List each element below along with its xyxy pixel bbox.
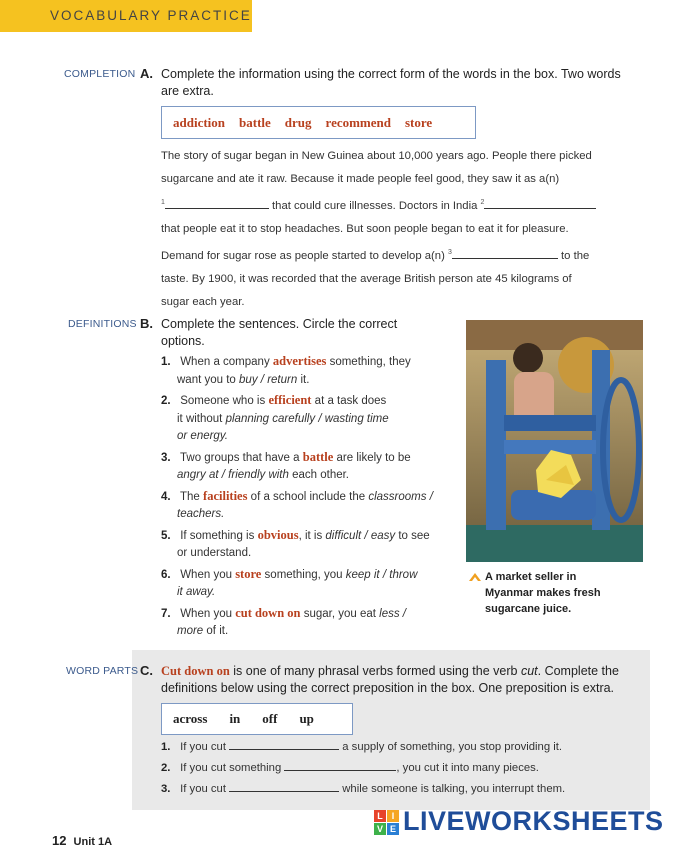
item-text: at a task does bbox=[314, 395, 387, 407]
item-text: want you to bbox=[177, 373, 236, 386]
item-text: When you bbox=[180, 607, 232, 620]
passage-line: sugarcane and ate it raw. Because it made people feel good, they saw it as a(n) bbox=[161, 173, 560, 185]
word-box-item: recommend bbox=[325, 114, 391, 130]
item-text: of a school include the bbox=[250, 490, 366, 503]
option[interactable]: it away. bbox=[177, 586, 216, 598]
item-text: it without bbox=[177, 412, 223, 425]
option[interactable]: or energy. bbox=[177, 430, 228, 442]
list-item bbox=[161, 737, 647, 758]
word-box-a bbox=[161, 106, 476, 139]
instruction-b: Complete the sentences. Circle the correct options. bbox=[161, 317, 398, 348]
task-letter-a: A. bbox=[140, 66, 153, 81]
section-label-completion: COMPLETION bbox=[64, 68, 136, 80]
caption-line: A market seller in bbox=[485, 571, 577, 583]
item-number: 4. bbox=[161, 490, 171, 503]
item-text: sugar, you eat bbox=[303, 607, 376, 620]
option[interactable]: throw bbox=[389, 568, 418, 581]
word-box-item: up bbox=[299, 711, 314, 726]
blank-number: 3 bbox=[447, 248, 452, 256]
item-text: while someone is talking, you interrupt them. bbox=[342, 783, 566, 795]
passage-line: that people eat it to stop headaches. But soon people began to eat it for pleasure. bbox=[161, 222, 569, 235]
key-word: battle bbox=[302, 449, 334, 464]
passage-line: taste. By 1900, it was recorded that the average British person ate 45 kilograms of bbox=[161, 272, 572, 285]
passage-line: The story of sugar began in New Guinea about 10,000 years ago. People there picked bbox=[161, 150, 592, 162]
item-text: each other. bbox=[292, 469, 349, 481]
item-text: If you cut bbox=[180, 741, 226, 753]
item-text: or understand. bbox=[177, 547, 252, 559]
logo-tile: I bbox=[387, 810, 399, 822]
header-banner bbox=[0, 0, 252, 32]
answer-blank-c2[interactable] bbox=[284, 759, 396, 771]
item-number: 3. bbox=[161, 783, 171, 795]
key-word: store bbox=[235, 566, 262, 581]
section-label-definitions: DEFINITIONS bbox=[68, 318, 137, 330]
word-box-item: addiction bbox=[173, 114, 226, 130]
option[interactable]: planning carefully bbox=[225, 412, 316, 425]
list-item bbox=[161, 488, 462, 524]
instruction-text: . Complete the bbox=[537, 664, 619, 678]
word-box-item: store bbox=[405, 114, 433, 130]
list-item bbox=[161, 353, 462, 389]
option[interactable]: wasting time bbox=[324, 412, 389, 425]
answer-blank-c3[interactable] bbox=[229, 780, 339, 792]
instruction-text: is one of many phrasal verbs formed using the verb bbox=[233, 664, 518, 678]
item-number: 7. bbox=[161, 607, 171, 620]
option-separator: / bbox=[429, 490, 433, 503]
liveworksheets-brand: LIVEWORKSHEETS bbox=[403, 806, 664, 836]
option-separator: / bbox=[318, 412, 322, 425]
word-box-item: in bbox=[229, 711, 241, 726]
page-number: 12 bbox=[52, 833, 67, 848]
key-word: advertises bbox=[272, 354, 327, 368]
option[interactable]: friendly with bbox=[228, 469, 289, 481]
item-text: something, they bbox=[329, 356, 411, 368]
item-number: 1. bbox=[161, 741, 171, 753]
task-letter-c: C. bbox=[140, 663, 153, 678]
item-text: , it is bbox=[298, 529, 323, 542]
item-number: 2. bbox=[161, 395, 171, 407]
key-word: efficient bbox=[268, 393, 312, 407]
sugarcane-photo bbox=[466, 320, 643, 562]
key-word: Cut down on bbox=[161, 664, 230, 678]
caption-line: sugarcane juice. bbox=[485, 603, 572, 615]
item-number: 1. bbox=[161, 356, 171, 368]
list-item bbox=[161, 779, 647, 800]
option-separator: / bbox=[221, 469, 225, 481]
passage-a bbox=[161, 145, 639, 314]
item-text: a supply of something, you stop providing it. bbox=[342, 741, 563, 753]
definitions-list bbox=[161, 353, 462, 641]
instruction-c bbox=[161, 663, 646, 697]
passage-line bbox=[161, 241, 639, 268]
option[interactable]: angry at bbox=[177, 469, 219, 481]
item-number: 6. bbox=[161, 568, 171, 581]
task-letter-b: B. bbox=[140, 316, 153, 331]
unit-label: Unit 1A bbox=[73, 836, 113, 848]
option[interactable]: teachers. bbox=[177, 508, 225, 520]
page-footer bbox=[52, 833, 112, 848]
instruction-text: cut bbox=[520, 664, 538, 678]
item-text: something, you bbox=[264, 568, 343, 581]
answer-blank-2[interactable] bbox=[484, 197, 596, 209]
item-text: of it. bbox=[206, 625, 229, 637]
item-text: Two groups that have a bbox=[180, 451, 300, 464]
item-number: 5. bbox=[161, 529, 171, 542]
key-word: cut down on bbox=[235, 605, 301, 620]
item-text: When a company bbox=[180, 356, 270, 368]
list-item bbox=[161, 527, 462, 563]
item-text: If you cut something bbox=[180, 762, 282, 774]
passage-text: Demand for sugar rose as people started to develop a(n) bbox=[161, 249, 445, 262]
option[interactable]: more bbox=[177, 625, 204, 637]
option-separator: / bbox=[402, 607, 406, 620]
key-word: obvious bbox=[257, 527, 299, 542]
photo-caption bbox=[485, 569, 601, 617]
word-box-item: battle bbox=[239, 114, 271, 130]
item-number: 2. bbox=[161, 762, 171, 774]
word-box-item: off bbox=[262, 711, 278, 726]
logo-tile: E bbox=[387, 823, 399, 835]
list-item bbox=[161, 758, 647, 779]
answer-blank-3[interactable] bbox=[452, 247, 558, 259]
option[interactable]: classrooms bbox=[368, 490, 427, 503]
passage-line: sugar each year. bbox=[161, 295, 245, 308]
item-text: to see bbox=[398, 529, 430, 542]
item-text: When you bbox=[180, 568, 232, 581]
word-box-item: across bbox=[173, 711, 208, 726]
blank-number: 1 bbox=[161, 199, 165, 206]
logo-tile: V bbox=[374, 823, 386, 835]
key-word: facilities bbox=[203, 488, 248, 503]
banner-title: VOCABULARY PRACTICE bbox=[50, 8, 252, 23]
option[interactable]: less bbox=[379, 607, 400, 620]
option[interactable]: difficult bbox=[325, 529, 362, 542]
section-label-word-parts: WORD PARTS bbox=[66, 665, 139, 677]
passage-text: that could cure illnesses. Doctors in India bbox=[272, 199, 478, 212]
item-text: , you cut it into many pieces. bbox=[396, 762, 539, 774]
word-box-c bbox=[161, 703, 353, 735]
list-item bbox=[161, 605, 462, 641]
list-item bbox=[161, 449, 462, 485]
item-text: it. bbox=[300, 373, 310, 386]
passage-text: to the bbox=[561, 249, 590, 262]
option[interactable]: buy bbox=[239, 373, 258, 386]
instruction-text: definitions below using the correct preposition in the box. One preposition is extra. bbox=[161, 681, 615, 695]
item-text: are likely to be bbox=[336, 451, 411, 464]
list-item bbox=[161, 392, 462, 446]
answer-blank-1[interactable] bbox=[165, 197, 269, 209]
word-parts-list bbox=[161, 737, 647, 800]
item-text: The bbox=[180, 490, 200, 503]
item-text: If something is bbox=[180, 529, 255, 542]
option-separator: / bbox=[260, 373, 264, 386]
word-box-item: drug bbox=[284, 114, 312, 130]
logo-tile: L bbox=[374, 810, 386, 822]
item-text: If you cut bbox=[180, 783, 226, 795]
option[interactable]: easy bbox=[370, 529, 396, 542]
option-separator: / bbox=[364, 529, 368, 542]
caption-line: Myanmar makes fresh bbox=[485, 587, 601, 599]
item-number: 3. bbox=[161, 451, 171, 464]
instruction-a: Complete the information using the correct form of the words in the box. Two words are extra. bbox=[161, 67, 621, 98]
option-separator: / bbox=[382, 568, 387, 581]
list-item bbox=[161, 566, 462, 602]
caption-arrow-icon bbox=[469, 573, 481, 581]
option[interactable]: keep it bbox=[345, 568, 380, 581]
option[interactable]: return bbox=[267, 373, 298, 386]
item-text: Someone who is bbox=[180, 395, 266, 407]
passage-line bbox=[161, 191, 639, 218]
liveworksheets-logo-icon bbox=[374, 810, 400, 836]
blank-number: 2 bbox=[480, 199, 485, 206]
answer-blank-c1[interactable] bbox=[229, 738, 339, 750]
